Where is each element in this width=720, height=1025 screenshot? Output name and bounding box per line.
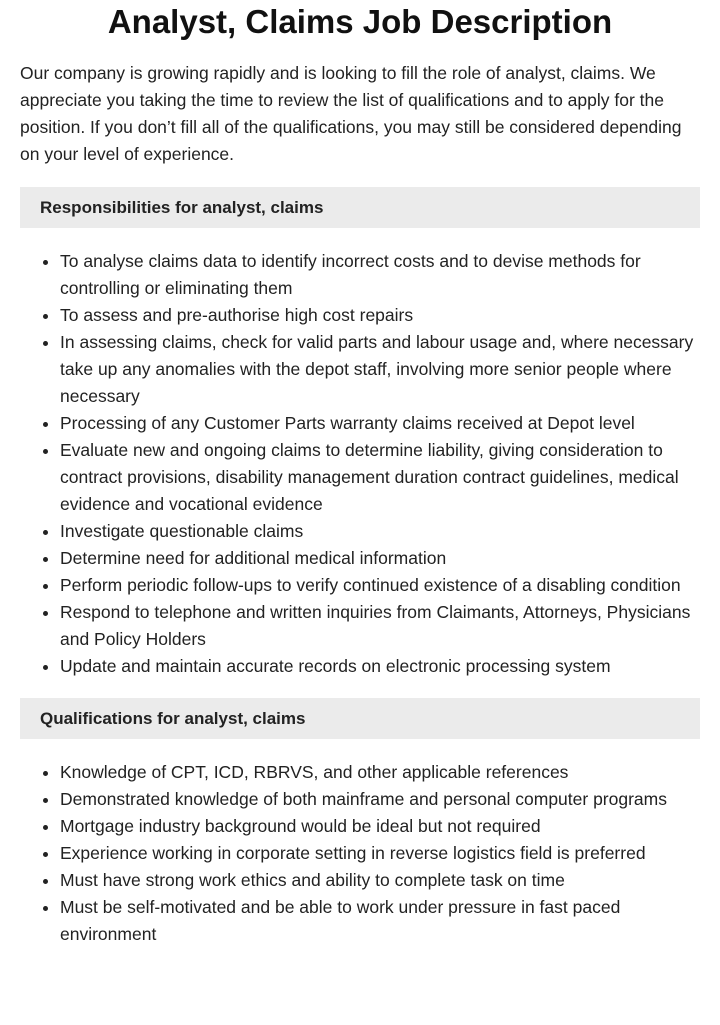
list-item: • Demonstrated knowledge of both mainframe and personal computer programs [60, 786, 700, 813]
intro-paragraph: Our company is growing rapidly and is looking to fill the role of analyst, claims. We appreciate you taking the time to review the list of qualifications and to apply for the position. If you don’t fill all of the qualifications, you may still be considered depending on your level of experience. [20, 63, 682, 164]
list-item: • Mortgage industry background would be ideal but not required [60, 813, 700, 840]
list-item: • Perform periodic follow-ups to verify continued existence of a disabling condition [60, 572, 700, 599]
list-item: • In assessing claims, check for valid parts and labour usage and, where necessary take up any anomalies with the depot staff, involving more senior people where necessary [60, 329, 700, 410]
list-item: • Evaluate new and ongoing claims to determine liability, giving consideration to contract provisions, disability management duration contract guidelines, medical evidence and vocational evidence [60, 437, 700, 518]
list-item: • Investigate questionable claims [60, 518, 700, 545]
list-item: • To assess and pre-authorise high cost repairs [60, 302, 700, 329]
list-item: • Knowledge of CPT, ICD, RBRVS, and other applicable references [60, 759, 700, 786]
list-item: • Experience working in corporate setting in reverse logistics field is preferred [60, 840, 700, 867]
list-item: • Respond to telephone and written inquiries from Claimants, Attorneys, Physicians and Policy Holders [60, 599, 700, 653]
qualifications-list [20, 759, 700, 948]
list-item: • Must be self-motivated and be able to work under pressure in fast paced environment [60, 894, 700, 948]
responsibilities-list [20, 248, 700, 680]
qualifications-heading: Qualifications for analyst, claims [20, 698, 700, 739]
list-item: • Determine need for additional medical information [60, 545, 700, 572]
list-item: • To analyse claims data to identify incorrect costs and to devise methods for controlling or eliminating them [60, 248, 700, 302]
responsibilities-heading: Responsibilities for analyst, claims [20, 187, 700, 228]
list-item: • Update and maintain accurate records on electronic processing system [60, 653, 700, 680]
list-item: • Must have strong work ethics and ability to complete task on time [60, 867, 700, 894]
list-item: • Processing of any Customer Parts warranty claims received at Depot level [60, 410, 700, 437]
page-title: Analyst, Claims Job Description [107, 3, 613, 40]
